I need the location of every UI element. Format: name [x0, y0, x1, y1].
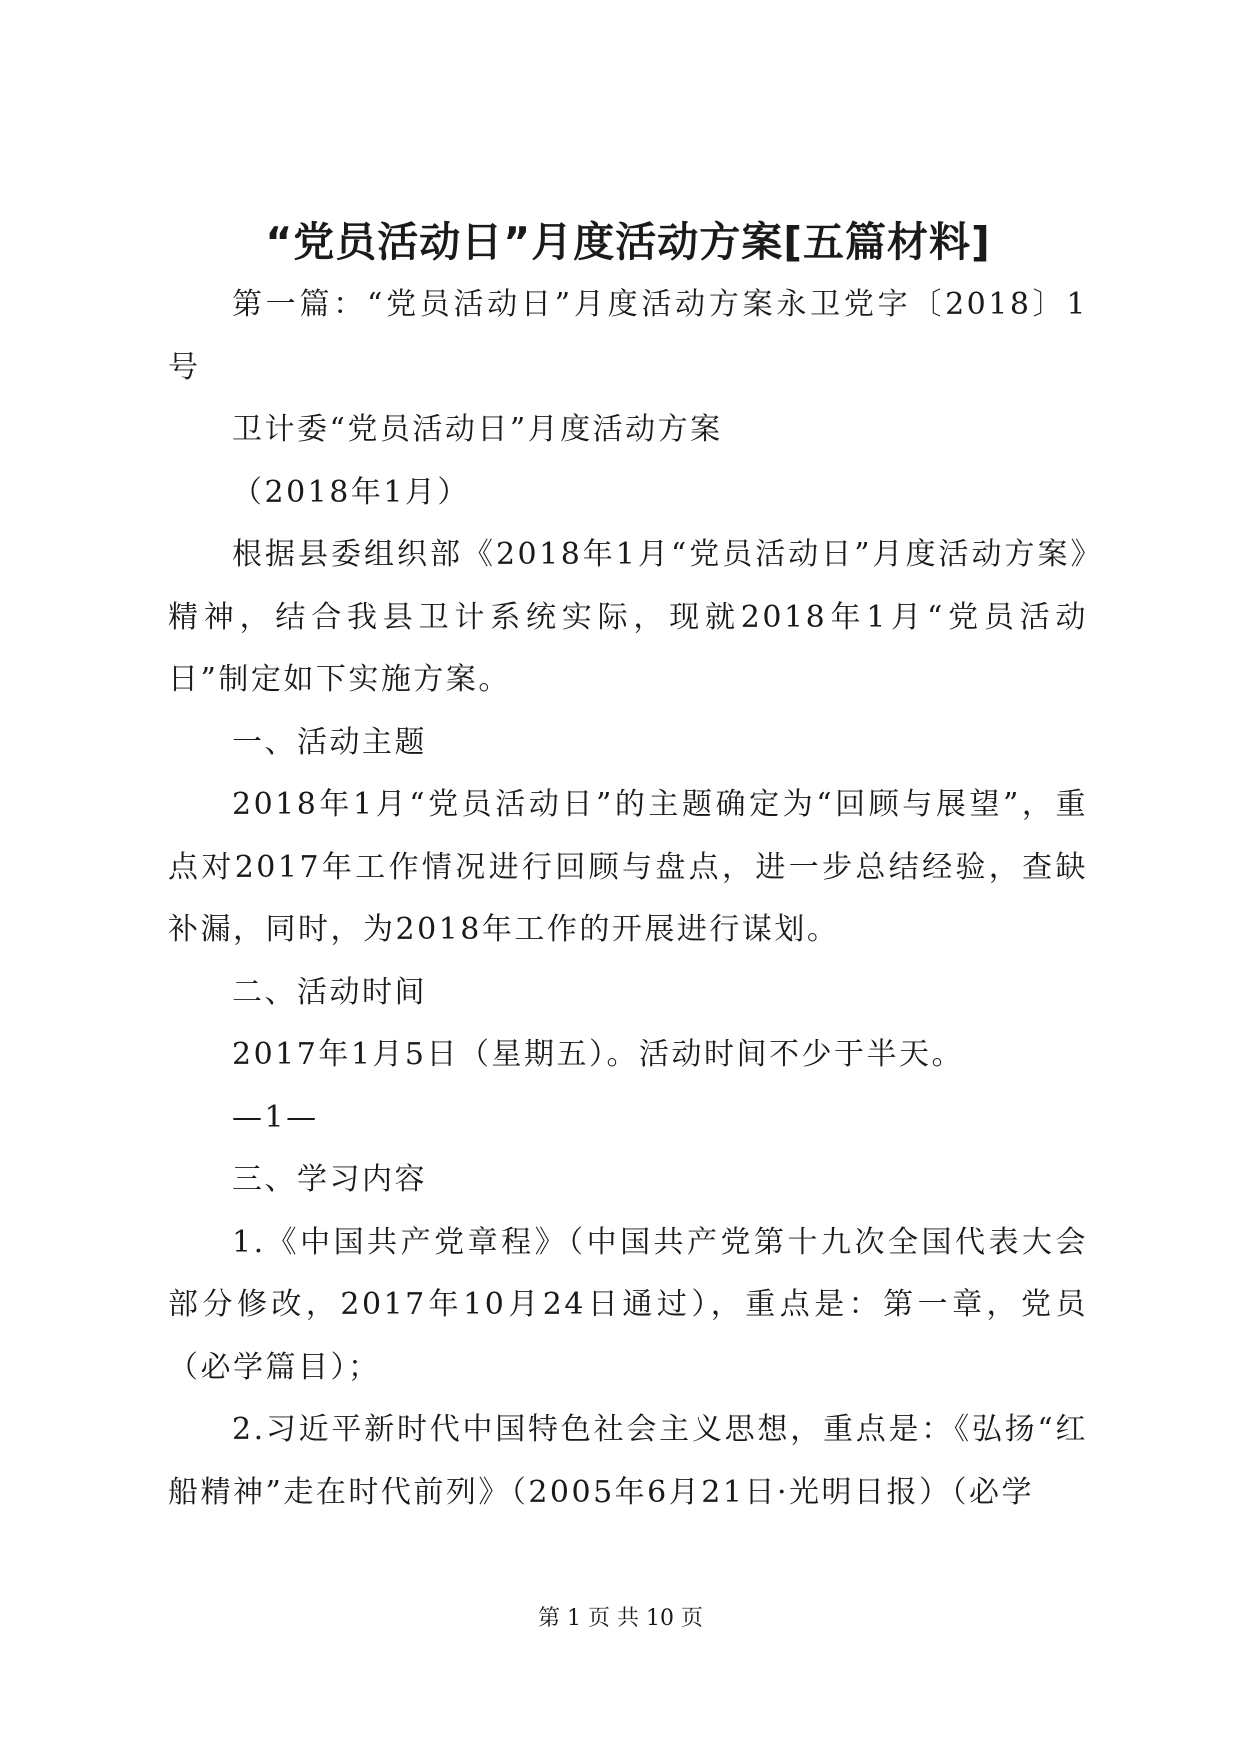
heading-activity-time: 二、活动时间: [232, 974, 427, 1010]
document-body: [168, 212, 1088, 1524]
heading-activity-theme: 一、活动主题: [232, 724, 427, 760]
heading-study-content: 三、学习内容: [232, 1162, 427, 1197]
plan-date: （2018年1月）: [232, 474, 470, 510]
study-item-1: 1.《中国共产党章程》（中国共产党第十九次全国代表大会部分修改，2017年10月24日通过），重点是：第一章，党员（必学篇目）；: [168, 1224, 1088, 1385]
document-title: “党员活动日”月度活动方案[五篇材料]: [265, 218, 991, 266]
section-heading-part-one: 第一篇：“党员活动日”月度活动方案永卫党字〔2018〕1号: [168, 287, 1088, 385]
study-item-2: 2.习近平新时代中国特色社会主义思想，重点是：《弘扬“红船精神”走在时代前列》（2005年6月21日·光明日报）（必学: [168, 1412, 1088, 1510]
plan-title: 卫计委“党员活动日”月度活动方案: [232, 412, 723, 447]
intro-paragraph: 根据县委组织部《2018年1月“党员活动日”月度活动方案》精神，结合我县卫计系统实际，现就2018年1月“党员活动日”制定如下实施方案。: [168, 537, 1088, 697]
inline-page-number: —1—: [232, 1099, 319, 1135]
page-footer: 第 1 页 共 10 页: [538, 1606, 703, 1631]
activity-theme-paragraph: 2018年1月“党员活动日”的主题确定为“回顾与展望”，重点对2017年工作情况进行回顾与盘点，进一步总结经验，查缺补漏，同时，为2018年工作的开展进行谋划。: [168, 787, 1088, 947]
activity-time-paragraph: 2017年1月5日（星期五）。活动时间不少于半天。: [232, 1037, 965, 1072]
